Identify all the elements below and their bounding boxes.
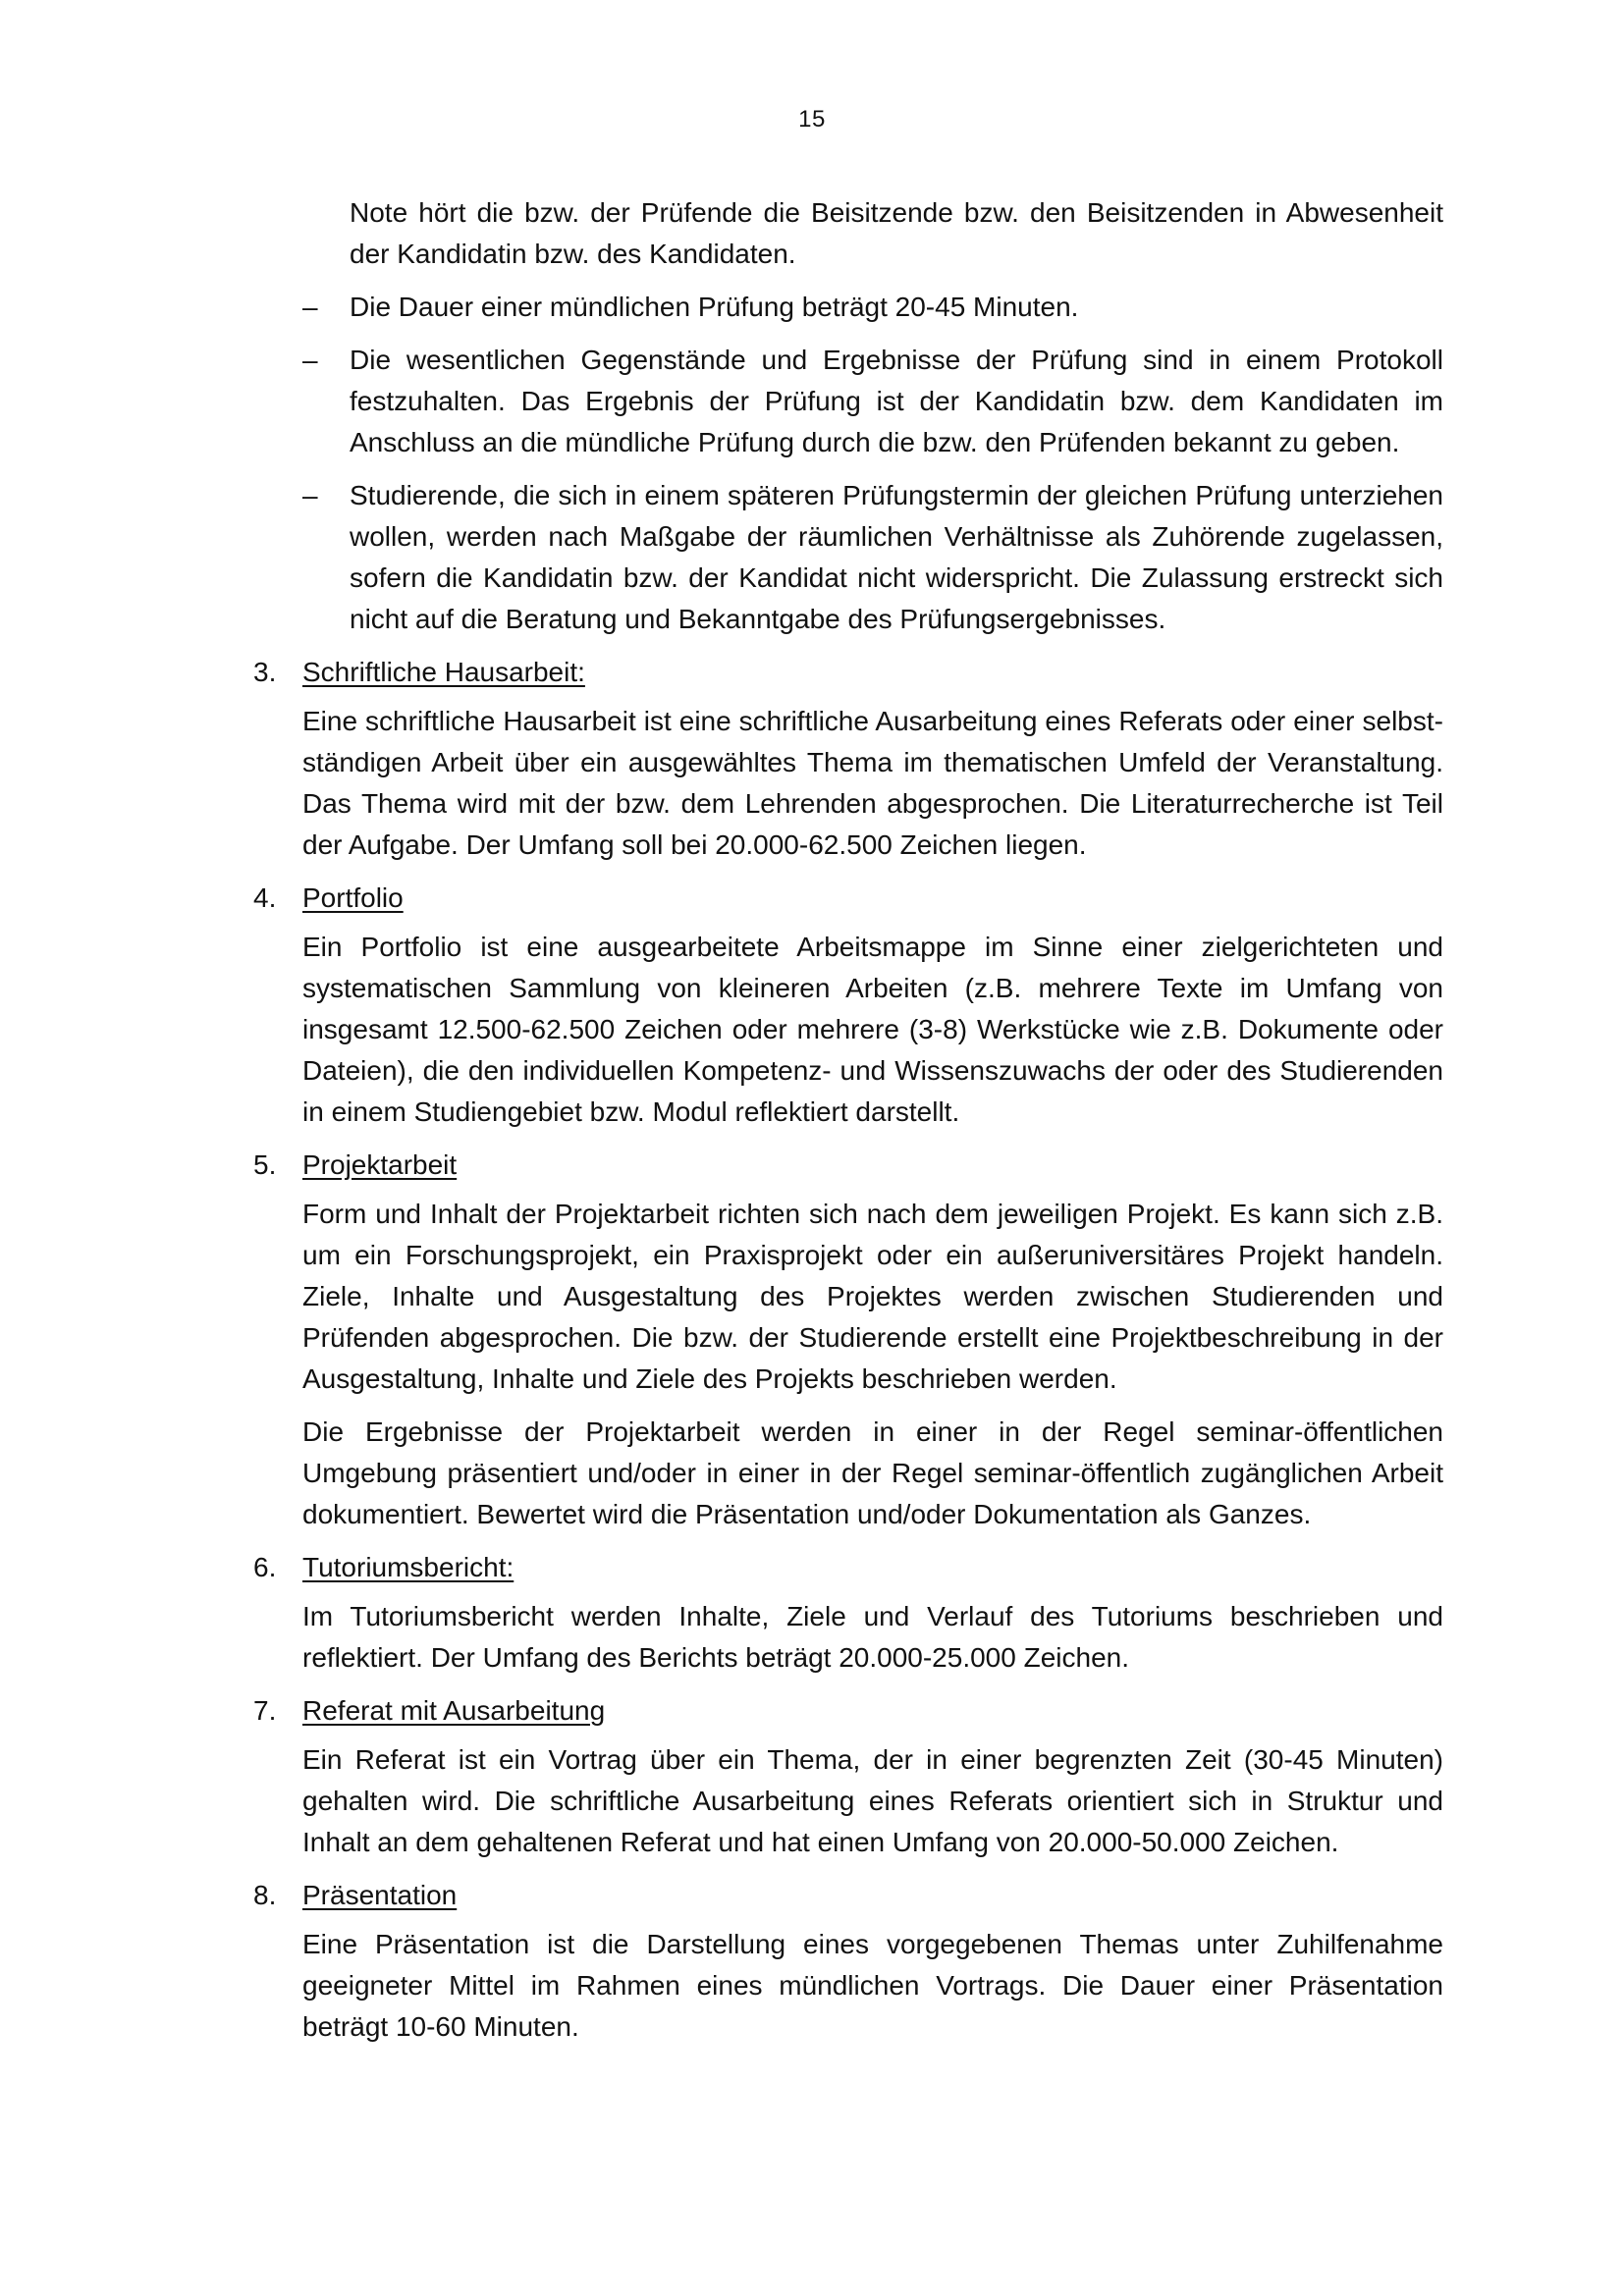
dash-item-text: Die Dauer einer mündlichen Prüfung beträgt 20-45 Minuten. [350, 292, 1079, 322]
item-title: Schriftliche Hausarbeit: [302, 657, 585, 687]
item-number: 3. [253, 657, 277, 687]
item-title: Referat mit Ausarbeitung [302, 1695, 606, 1726]
item-title: Tutoriumsbericht: [302, 1552, 514, 1582]
item-title: Portfolio [302, 882, 404, 913]
dash-item-text: Die wesentlichen Gegenstände und Ergebnisse der Prüfung sind in einem Protokoll festzuhalten. Das Ergebnis der Prüfung ist der Kandidatin bzw. dem Kandidaten im Anschluss an die mündliche Prüfung durch die bzw. den Prüfenden bekannt zu geben. [350, 345, 1443, 457]
item-number: 4. [253, 882, 277, 913]
item-paragraph: Ein Portfolio ist eine ausgearbeitete Arbeitsmappe im Sinne einer zielgerichteten und systematischen Sammlung von kleineren Arbeiten (z.B. mehrere Texte im Umfang von insgesamt 12.500-62.500 Zeichen oder mehrere (3-8) Werkstücke wie z.B. Dokumente oder Dateien), die den individuellen Kompetenz- und Wissenszuwachs der oder des Studierenden in einem Studiengebiet bzw. Modul reflektiert darstellt. [302, 932, 1443, 1127]
dash-list-item [302, 287, 1443, 328]
dash-item-text: Studierende, die sich in einem späteren Prüfungstermin der gleichen Prüfung unterziehen wollen, werden nach Maßgabe der räumlichen Verhältnisse als Zuhörende zugelassen, sofern die Kandidatin bzw. der Kandidat nicht widerspricht. Die Zulassung erstreckt sich nicht auf die Beratung und Bekanntgabe des Prüfungsergebnisses. [350, 480, 1443, 634]
item-paragraph: Im Tutoriumsbericht werden Inhalte, Ziele und Verlauf des Tutoriums beschrieben und reflektiert. Der Umfang des Berichts beträgt 20.000-25.000 Zeichen. [302, 1601, 1443, 1673]
item-paragraph: Ein Referat ist ein Vortrag über ein Thema, der in einer begrenzten Zeit (30-45 Minuten) gehalten wird. Die schriftliche Ausarbeitung eines Referats orientiert sich in Struktur und Inhalt an dem gehaltenen Referat und hat einen Umfang von 20.000-50.000 Zeichen. [302, 1744, 1443, 1857]
intro-continuation: Note hört die bzw. der Prüfende die Beisitzende bzw. den Beisitzenden in Abwesenheit der Kandidatin bzw. des Kandidaten. [350, 197, 1443, 269]
item-title: Präsentation [302, 1880, 458, 1910]
dash-marker: – [302, 292, 318, 322]
dash-marker: – [302, 480, 318, 510]
dash-marker: – [302, 345, 318, 375]
document-body [253, 192, 1443, 2059]
dash-list-item [302, 340, 1443, 463]
item-title: Projektarbeit [302, 1149, 458, 1180]
item-number: 5. [253, 1149, 277, 1180]
item-paragraph: Form und Inhalt der Projektarbeit richten sich nach dem jeweiligen Projekt. Es kann sich z.B. um ein Forschungsprojekt, ein Praxisprojekt oder ein außeruniversitäres Projekt handeln. Ziele, Inhalte und Ausgestaltung des Projektes werden zwischen Studierenden und Prüfenden abgesprochen. Die bzw. der Studierende erstellt eine Projektbeschreibung in der Ausgestaltung, Inhalte und Ziele des Projekts beschrieben werden. [302, 1199, 1443, 1394]
item-paragraph: Eine schriftliche Hausarbeit ist eine schriftliche Ausarbeitung eines Referats oder einer selbstständigen Arbeit über ein ausgewähltes Thema im thematischen Umfeld der Veranstaltung. Das Thema wird mit der bzw. dem Lehrenden abgesprochen. Die Literaturrecherche ist Teil der Aufgabe. Der Umfang soll bei 20.000-62.500 Zeichen liegen. [302, 706, 1443, 860]
item-number: 6. [253, 1552, 277, 1582]
item-number: 8. [253, 1880, 277, 1910]
item-paragraph: Eine Präsentation ist die Darstellung eines vorgegebenen Themas unter Zuhilfenahme geeigneter Mittel im Rahmen eines mündlichen Vortrags. Die Dauer einer Präsentation beträgt 10-60 Minuten. [302, 1929, 1443, 2042]
item-number: 7. [253, 1695, 277, 1726]
numbered-item-referat [253, 1690, 1443, 1863]
item-paragraph: Die Ergebnisse der Projektarbeit werden in einer in der Regel seminar-öffentlichen Umgebung präsentiert und/oder in einer in der Regel seminar-öffentlich zugänglichen Arbeit dokumentiert. Bewertet wird die Präsentation und/oder Dokumentation als Ganzes. [302, 1416, 1443, 1529]
numbered-item-tutoriumsbericht [253, 1547, 1443, 1679]
page-number: 15 [798, 106, 826, 133]
numbered-item-portfolio [253, 878, 1443, 1133]
numbered-item-hausarbeit [253, 652, 1443, 866]
dash-list-item [302, 475, 1443, 640]
numbered-item-projektarbeit [253, 1145, 1443, 1535]
numbered-item-praesentation [253, 1875, 1443, 2048]
